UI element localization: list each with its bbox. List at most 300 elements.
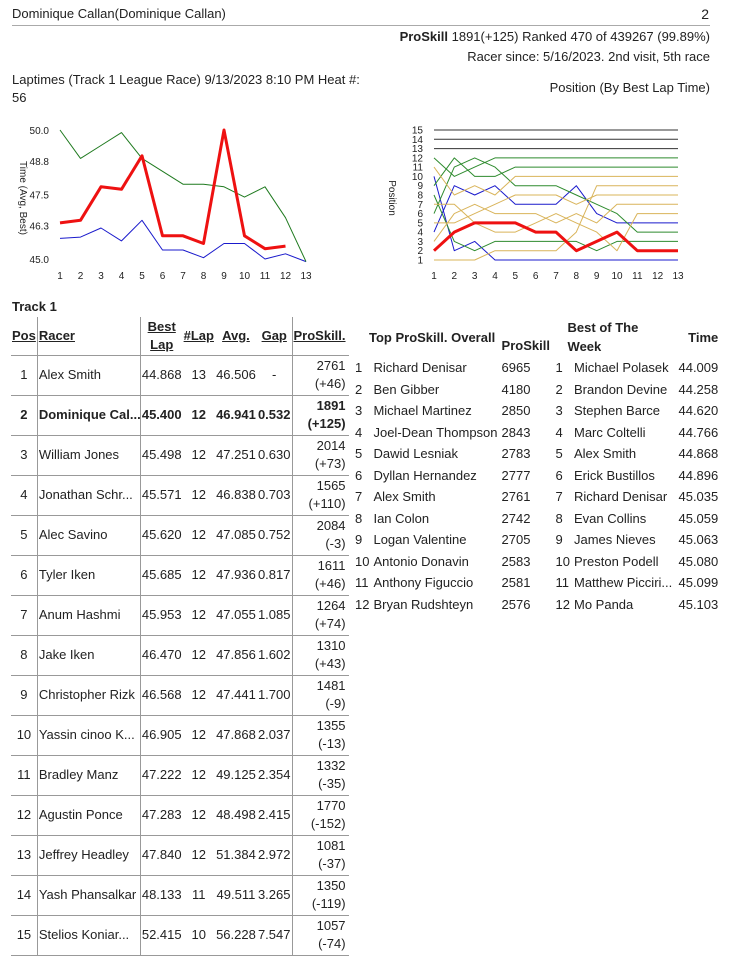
top-overall-name[interactable]: Michael Martinez	[373, 403, 472, 419]
position-y-tick: 7	[417, 199, 423, 211]
top-header-row	[353, 317, 720, 357]
results-row[interactable]	[11, 875, 349, 915]
position-y-tick: 5	[417, 218, 423, 230]
position-chart-title: Position (By Best Lap Time)	[549, 80, 710, 95]
top-overall-name[interactable]: Bryan Rudshteyn	[373, 596, 474, 612]
top-row	[353, 594, 720, 616]
col-racer-header[interactable]: Racer	[37, 317, 140, 355]
results-row[interactable]	[11, 355, 349, 395]
result-proskill-value: 1264	[316, 598, 346, 613]
result-laps: 12	[183, 475, 215, 515]
result-avg: 46.506	[215, 355, 257, 395]
result-proskill-delta: (+110)	[308, 496, 346, 511]
position-x-tick: 13	[672, 271, 684, 282]
top-overall-rank: 7	[355, 489, 363, 505]
result-racer[interactable]: Anum Hashmi	[37, 595, 140, 635]
top-week-rank: 12	[555, 596, 570, 612]
result-laps: 12	[183, 595, 215, 635]
result-avg: 49.125	[215, 755, 257, 795]
result-avg: 56.228	[215, 915, 257, 955]
top-week-header: Best of The Week	[567, 320, 639, 354]
result-best-lap: 45.571	[140, 475, 182, 515]
col-gap-header[interactable]: Gap	[257, 317, 292, 355]
results-row[interactable]	[11, 515, 349, 555]
top-week-name[interactable]: Stephen Barce	[574, 403, 661, 419]
top-week-time: 45.035	[678, 489, 719, 505]
result-proskill	[292, 715, 349, 755]
result-gap: 2.972	[257, 835, 292, 875]
racer-header-name: Dominique Callan(Dominique Callan)	[12, 6, 226, 21]
result-racer[interactable]: Yash Phansalkar	[37, 875, 140, 915]
position-y-tick: 8	[417, 190, 423, 202]
top-overall-proskill: 2705	[501, 532, 531, 548]
top-row	[353, 508, 720, 530]
top-overall-rank: 2	[355, 381, 363, 397]
top-week-name[interactable]: Mo Panda	[574, 596, 634, 612]
result-pos: 2	[11, 395, 37, 435]
top-overall-name[interactable]: Richard Denisar	[373, 360, 467, 376]
result-racer[interactable]: Jonathan Schr...	[37, 475, 140, 515]
top-overall-proskill: 2761	[501, 489, 531, 505]
result-proskill-value: 1057	[316, 918, 346, 933]
top-overall-name[interactable]: Anthony Figuccio	[373, 575, 474, 591]
result-proskill-value: 1081	[316, 838, 346, 853]
result-gap: 0.630	[257, 435, 292, 475]
result-proskill-delta: (-3)	[325, 536, 346, 551]
top-week-name[interactable]: Evan Collins	[574, 510, 647, 526]
top-row	[353, 486, 720, 508]
result-proskill-delta: (-37)	[318, 856, 346, 871]
results-row[interactable]	[11, 915, 349, 955]
result-pos: 3	[11, 435, 37, 475]
result-proskill-value: 2014	[316, 438, 346, 453]
result-avg: 46.941	[215, 395, 257, 435]
result-laps: 12	[183, 555, 215, 595]
results-row[interactable]	[11, 475, 349, 515]
position-x-tick: 4	[492, 271, 498, 282]
col-best-lap-header[interactable]: Best Lap	[140, 317, 182, 355]
laptimes-x-tick: 4	[118, 271, 125, 282]
top-overall-proskill: 2850	[501, 403, 531, 419]
top-week-name[interactable]: Erick Bustillos	[574, 467, 655, 483]
result-proskill-delta: (+73)	[314, 456, 346, 471]
proskill-value: 1891(+125) Ranked 470 of 439267 (99.89%)	[451, 29, 710, 44]
top-week-rank: 4	[555, 424, 563, 440]
result-best-lap: 46.905	[140, 715, 182, 755]
laptimes-y-tick: 46.3	[29, 221, 49, 233]
result-gap: 2.037	[257, 715, 292, 755]
result-pos: 9	[11, 675, 37, 715]
top-overall-proskill: 2576	[501, 596, 531, 612]
top-week-time: 45.103	[678, 596, 719, 612]
result-racer[interactable]: Agustin Ponce	[37, 795, 140, 835]
result-proskill-delta: (+43)	[314, 656, 346, 671]
result-proskill	[292, 355, 349, 395]
result-avg: 47.085	[215, 515, 257, 555]
top-overall-rank: 12	[355, 596, 370, 612]
position-y-tick: 9	[417, 181, 423, 193]
result-pos: 5	[11, 515, 37, 555]
page-number: 2	[701, 6, 709, 22]
position-x-tick: 10	[611, 271, 623, 282]
results-row[interactable]	[11, 395, 349, 435]
top-week-rank: 2	[555, 381, 563, 397]
laptimes-x-tick: 9	[221, 271, 227, 282]
position-x-tick: 3	[471, 271, 478, 282]
result-proskill	[292, 675, 349, 715]
top-overall-proskill: 2777	[501, 467, 531, 483]
result-pos: 8	[11, 635, 37, 675]
result-proskill-value: 1481	[316, 678, 346, 693]
top-overall-name[interactable]: Ben Gibber	[373, 381, 440, 397]
top-week-time: 45.080	[678, 553, 719, 569]
top-week-name[interactable]: Richard Denisar	[574, 489, 668, 505]
top-overall-proskill: 6965	[501, 360, 531, 376]
position-x-tick: 11	[632, 271, 643, 282]
top-week-time: 45.099	[678, 575, 719, 591]
laptimes-y-tick: 48.8	[29, 156, 49, 168]
result-gap: 2.415	[257, 795, 292, 835]
result-laps: 12	[183, 675, 215, 715]
result-gap: 0.703	[257, 475, 292, 515]
result-proskill-delta: (+46)	[314, 576, 346, 591]
result-laps: 10	[183, 915, 215, 955]
laptimes-x-tick: 2	[77, 271, 84, 282]
top-week-time: 45.063	[678, 532, 719, 548]
col-laps-header[interactable]: #Lap	[183, 317, 215, 355]
header-divider	[12, 25, 710, 26]
result-proskill-value: 1770	[316, 798, 346, 813]
top-row	[353, 529, 720, 551]
result-racer[interactable]: Dominique Cal...	[37, 395, 140, 435]
result-pos: 10	[11, 715, 37, 755]
result-best-lap: 45.400	[140, 395, 182, 435]
results-row[interactable]	[11, 635, 349, 675]
result-proskill-value: 1310	[316, 638, 346, 653]
result-avg: 49.511	[215, 875, 257, 915]
laptimes-x-tick: 8	[200, 271, 207, 282]
result-proskill-delta: (-13)	[318, 736, 346, 751]
position-y-tick: 11	[412, 162, 423, 174]
result-proskill	[292, 475, 349, 515]
results-row[interactable]	[11, 555, 349, 595]
result-proskill-delta: (-35)	[318, 776, 346, 791]
result-gap: 1.602	[257, 635, 292, 675]
laptimes-y-tick: 45.0	[29, 255, 49, 266]
racer-since: Racer since: 5/16/2023. 2nd visit, 5th race	[467, 49, 710, 64]
result-racer[interactable]: William Jones	[37, 435, 140, 475]
top-overall-name[interactable]: Dyllan Hernandez	[373, 467, 477, 483]
results-row[interactable]	[11, 795, 349, 835]
top-overall-proskill: 2742	[501, 510, 531, 526]
position-x-tick: 5	[512, 271, 519, 282]
result-proskill	[292, 635, 349, 675]
laptimes-x-tick: 12	[279, 271, 292, 282]
result-racer[interactable]: Jeffrey Headley	[37, 835, 140, 875]
result-proskill-delta: (-152)	[310, 816, 346, 831]
position-y-tick: 12	[411, 153, 423, 165]
result-avg: 47.936	[215, 555, 257, 595]
result-proskill	[292, 835, 349, 875]
result-proskill-value: 1350	[316, 878, 346, 893]
top-row	[353, 379, 720, 401]
result-gap: 0.532	[257, 395, 292, 435]
result-proskill-value: 1332	[316, 758, 346, 773]
result-best-lap: 45.620	[140, 515, 182, 555]
result-proskill	[292, 875, 349, 915]
top-row	[353, 572, 720, 594]
result-best-lap: 46.568	[140, 675, 182, 715]
laptimes-chart	[8, 118, 328, 288]
laptimes-x-tick: 10	[238, 271, 251, 282]
result-proskill	[292, 515, 349, 555]
result-racer[interactable]: Christopher Rizk	[37, 675, 140, 715]
results-row[interactable]	[11, 595, 349, 635]
col-pos-header[interactable]: Pos	[11, 317, 37, 355]
top-week-name[interactable]: James Nieves	[574, 532, 656, 548]
top-overall-rank: 5	[355, 446, 363, 462]
results-row[interactable]	[11, 835, 349, 875]
result-avg: 47.868	[215, 715, 257, 755]
position-y-tick: 15	[411, 125, 423, 137]
top-proskill-table	[353, 317, 720, 615]
result-gap: 7.547	[257, 915, 292, 955]
result-avg: 51.384	[215, 835, 257, 875]
result-racer[interactable]: Alex Smith	[37, 355, 140, 395]
position-y-tick: 1	[417, 255, 423, 267]
top-overall-name[interactable]: Joel-Dean Thompson	[373, 424, 498, 440]
top-week-time: 44.009	[678, 360, 719, 376]
proskill-label: ProSkill	[399, 29, 448, 44]
results-row[interactable]	[11, 755, 349, 795]
top-row	[353, 443, 720, 465]
result-proskill	[292, 755, 349, 795]
top-week-rank: 1	[555, 360, 563, 376]
top-overall-header: Top ProSkill. Overall	[369, 329, 496, 345]
result-best-lap: 45.498	[140, 435, 182, 475]
top-row	[353, 551, 720, 573]
result-avg: 48.498	[215, 795, 257, 835]
top-proskill-header: ProSkill	[501, 338, 550, 353]
result-avg: 47.251	[215, 435, 257, 475]
position-y-tick: 13	[411, 144, 423, 156]
result-proskill	[292, 595, 349, 635]
result-proskill	[292, 915, 349, 955]
result-pos: 6	[11, 555, 37, 595]
result-proskill-value: 2084	[316, 518, 346, 533]
top-overall-rank: 4	[355, 424, 363, 440]
result-laps: 11	[183, 875, 215, 915]
result-racer[interactable]: Jake Iken	[37, 635, 140, 675]
result-racer[interactable]: Bradley Manz	[37, 755, 140, 795]
result-racer[interactable]: Alec Savino	[37, 515, 140, 555]
result-pos: 15	[11, 915, 37, 955]
top-week-name[interactable]: Matthew Picciri...	[574, 575, 673, 591]
top-week-name[interactable]: Alex Smith	[574, 446, 637, 462]
top-overall-proskill: 2783	[501, 446, 531, 462]
result-pos: 11	[11, 755, 37, 795]
position-x-tick: 6	[532, 271, 539, 282]
laptimes-chart-title: Laptimes (Track 1 League Race) 9/13/2023 8:10 PM Heat #: 56	[12, 72, 360, 105]
laptimes-x-tick: 5	[139, 271, 145, 282]
result-laps: 12	[183, 715, 215, 755]
result-avg: 46.838	[215, 475, 257, 515]
top-overall-rank: 8	[355, 510, 363, 526]
position-x-tick: 7	[553, 271, 559, 282]
top-week-time: 44.868	[678, 446, 719, 462]
result-best-lap: 45.685	[140, 555, 182, 595]
top-overall-name[interactable]: Logan Valentine	[373, 532, 467, 548]
position-x-tick: 2	[451, 271, 458, 282]
result-racer[interactable]: Yassin cinoo K...	[37, 715, 140, 755]
laptimes-y-tick: 50.0	[29, 126, 49, 137]
proskill-summary	[400, 29, 710, 44]
col-proskill-header[interactable]: ProSkill.	[292, 317, 349, 355]
top-overall-rank: 1	[355, 360, 363, 376]
result-proskill-value: 2761	[316, 358, 346, 373]
result-proskill-delta: (-9)	[325, 696, 346, 711]
top-row	[353, 465, 720, 487]
result-proskill	[292, 555, 349, 595]
position-y-tick: 2	[417, 246, 423, 258]
top-overall-rank: 11	[355, 575, 369, 591]
result-proskill-value: 1355	[316, 718, 346, 733]
position-x-tick: 1	[431, 271, 437, 282]
result-proskill-value: 1611	[317, 558, 346, 573]
result-best-lap: 44.868	[140, 355, 182, 395]
result-pos: 13	[11, 835, 37, 875]
top-week-time: 44.766	[678, 424, 719, 440]
top-overall-proskill: 2581	[501, 575, 531, 591]
race-results-table	[11, 317, 349, 956]
result-proskill-delta: (+74)	[314, 616, 346, 631]
top-row	[353, 357, 720, 379]
top-week-name[interactable]: Marc Coltelli	[574, 424, 646, 440]
track-title: Track 1	[12, 299, 57, 314]
top-week-name[interactable]: Michael Polasek	[574, 360, 669, 376]
result-gap: 1.085	[257, 595, 292, 635]
results-row[interactable]	[11, 715, 349, 755]
result-proskill-delta: (-74)	[318, 936, 346, 951]
result-pos: 12	[11, 795, 37, 835]
result-avg: 47.441	[215, 675, 257, 715]
result-best-lap: 47.840	[140, 835, 182, 875]
laptimes-x-tick: 6	[159, 271, 166, 282]
position-x-tick: 9	[593, 271, 600, 282]
top-time-header: Time	[688, 329, 719, 345]
result-best-lap: 47.283	[140, 795, 182, 835]
result-best-lap: 46.470	[140, 635, 182, 675]
result-laps: 12	[183, 635, 215, 675]
result-pos: 14	[11, 875, 37, 915]
position-chart	[380, 118, 710, 283]
top-week-rank: 9	[555, 532, 563, 548]
result-laps: 13	[183, 355, 215, 395]
position-ylabel: Position	[386, 180, 397, 216]
result-laps: 12	[183, 795, 215, 835]
col-avg-header[interactable]: Avg.	[215, 317, 257, 355]
result-laps: 12	[183, 755, 215, 795]
result-proskill-delta: (+125)	[307, 416, 346, 431]
result-proskill	[292, 435, 349, 475]
top-week-rank: 3	[555, 403, 563, 419]
laptimes-x-tick: 7	[180, 271, 186, 282]
top-week-time: 44.258	[678, 381, 719, 397]
result-best-lap: 48.133	[140, 875, 182, 915]
top-overall-proskill: 2843	[501, 424, 531, 440]
result-proskill	[292, 395, 349, 435]
result-laps: 12	[183, 515, 215, 555]
result-racer[interactable]: Tyler Iken	[37, 555, 140, 595]
top-overall-rank: 9	[355, 532, 363, 548]
result-racer[interactable]: Stelios Koniar...	[37, 915, 140, 955]
top-row	[353, 400, 720, 422]
result-best-lap: 47.222	[140, 755, 182, 795]
result-pos: 7	[11, 595, 37, 635]
laptimes-x-tick: 3	[98, 271, 104, 282]
top-overall-proskill: 2583	[501, 553, 531, 569]
result-avg: 47.055	[215, 595, 257, 635]
top-overall-name[interactable]: Alex Smith	[373, 489, 436, 505]
result-best-lap: 45.953	[140, 595, 182, 635]
result-laps: 12	[183, 835, 215, 875]
result-pos: 1	[11, 355, 37, 395]
top-week-time: 44.896	[678, 467, 719, 483]
top-week-rank: 11	[555, 575, 570, 591]
laptimes-x-tick: 13	[300, 271, 312, 282]
result-gap: 0.752	[257, 515, 292, 555]
laptimes-y-tick: 47.5	[29, 190, 49, 202]
position-y-tick: 4	[417, 227, 423, 239]
results-row[interactable]	[11, 435, 349, 475]
top-row	[353, 422, 720, 444]
result-pos: 4	[11, 475, 37, 515]
result-proskill-value: 1891	[316, 398, 346, 413]
result-best-lap: 52.415	[140, 915, 182, 955]
result-proskill	[292, 795, 349, 835]
top-week-rank: 8	[555, 510, 563, 526]
top-week-rank: 6	[555, 467, 563, 483]
result-avg: 47.856	[215, 635, 257, 675]
laptimes-ylabel: Time (Avg, Best)	[17, 161, 28, 235]
top-overall-rank: 10	[355, 553, 370, 569]
top-week-time: 44.620	[678, 403, 719, 419]
position-y-tick: 3	[417, 236, 423, 248]
results-row[interactable]	[11, 675, 349, 715]
top-week-name[interactable]: Preston Podell	[574, 553, 659, 569]
top-overall-name[interactable]: Dawid Lesniak	[373, 446, 459, 462]
result-gap: 1.700	[257, 675, 292, 715]
result-gap: 0.817	[257, 555, 292, 595]
top-week-name[interactable]: Brandon Devine	[574, 381, 668, 397]
laptimes-x-tick: 1	[57, 271, 63, 282]
top-week-rank: 7	[555, 489, 563, 505]
laptimes-x-tick: 11	[259, 271, 271, 282]
top-overall-name[interactable]: Antonio Donavin	[373, 553, 469, 569]
results-header-row	[11, 317, 349, 355]
result-proskill-delta: (-119)	[311, 896, 346, 911]
top-overall-rank: 6	[355, 467, 363, 483]
position-y-tick: 14	[411, 134, 423, 146]
result-proskill-value: 1565	[316, 478, 346, 493]
top-overall-rank: 3	[355, 403, 363, 419]
result-gap: -	[257, 355, 292, 395]
result-proskill-delta: (+46)	[314, 376, 346, 391]
position-x-tick: 12	[652, 271, 664, 282]
top-week-time: 45.059	[678, 510, 719, 526]
result-laps: 12	[183, 395, 215, 435]
top-overall-name[interactable]: Ian Colon	[373, 510, 430, 526]
